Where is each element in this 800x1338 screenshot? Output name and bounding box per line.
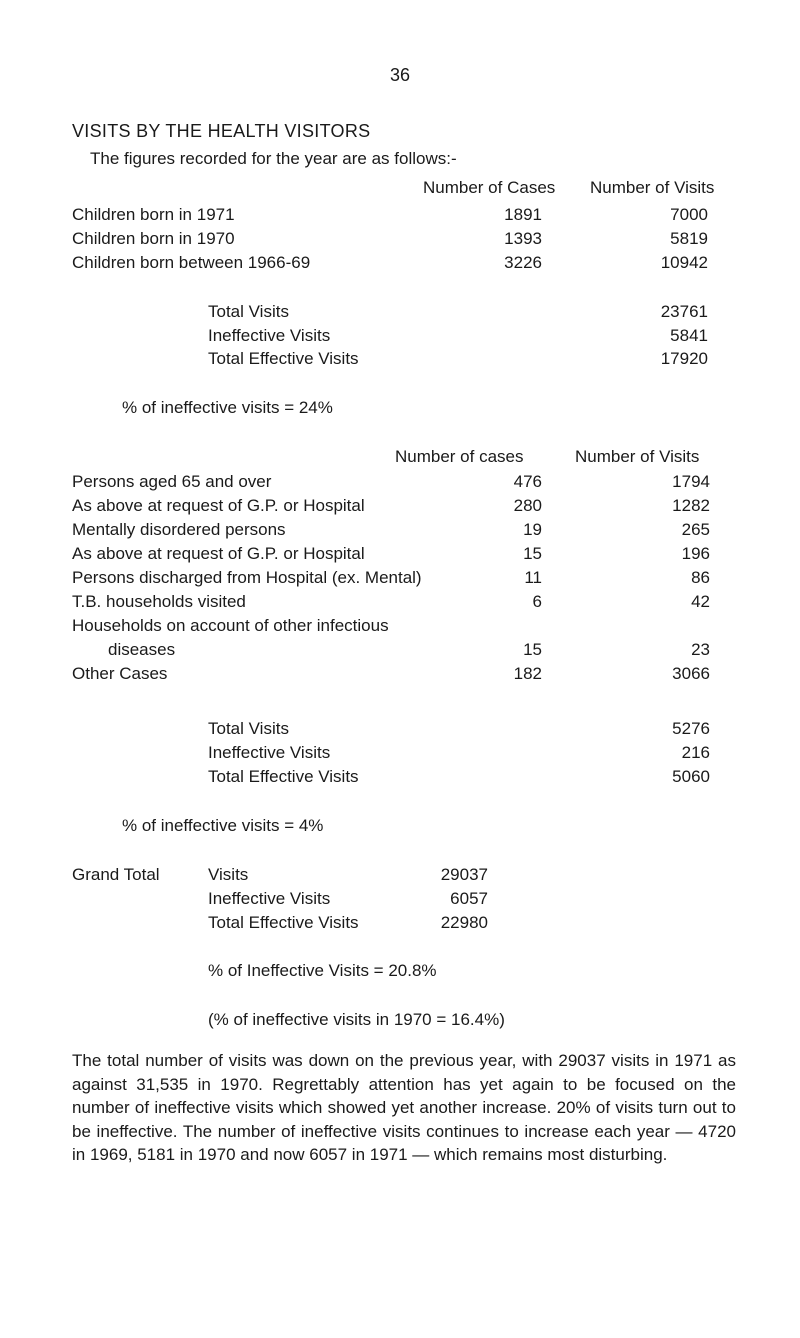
table2-row-label-continued: diseases <box>108 640 176 659</box>
table2-visits-header: Number of Visits <box>575 447 700 466</box>
table1-row-cases: 1393 <box>504 229 542 248</box>
table1-visits-header: Number of Visits <box>590 178 715 197</box>
table2-row-visits: 23 <box>691 640 710 659</box>
table2-row-cases: 15 <box>523 544 542 563</box>
table2-row-label: T.B. households visited <box>72 592 246 611</box>
table2-ineffective-label: Ineffective Visits <box>208 743 331 762</box>
table2-row-visits: 1282 <box>672 496 710 515</box>
grand-total-ineffective-label: Ineffective Visits <box>208 889 331 908</box>
grand-total-label: Grand Total <box>72 865 160 884</box>
table2-row-visits: 265 <box>681 520 710 539</box>
table2-row-cases: 6 <box>532 592 542 611</box>
table2-row-cases: 15 <box>523 640 542 659</box>
table1-row-label: Children born in 1970 <box>72 229 235 248</box>
table1-row-visits: 10942 <box>660 253 708 272</box>
table2-row-label: As above at request of G.P. or Hospital <box>72 544 365 563</box>
table1-cases-header: Number of Cases <box>423 178 556 197</box>
table1-row-visits: 5819 <box>670 229 708 248</box>
table2-row-label: Persons aged 65 and over <box>72 472 272 491</box>
table1-row-cases: 1891 <box>504 205 542 224</box>
grand-total-effective-label: Total Effective Visits <box>208 913 359 932</box>
table1-row-cases: 3226 <box>504 253 542 272</box>
table2-row-cases: 19 <box>523 520 542 539</box>
table2-row-visits: 196 <box>681 544 710 563</box>
table2-row-visits: 1794 <box>672 472 710 491</box>
page-heading: VISITS BY THE HEALTH VISITORS <box>72 121 371 141</box>
table2-row-visits: 86 <box>691 568 710 587</box>
table2-ineffective-value: 216 <box>681 743 710 762</box>
table2-row-label: As above at request of G.P. or Hospital <box>72 496 365 515</box>
table2-row-visits: 3066 <box>672 664 710 683</box>
grand-total-effective-value: 22980 <box>440 913 488 932</box>
table2-effective-value: 5060 <box>672 767 710 786</box>
table1-row-label: Children born between 1966-69 <box>72 253 311 272</box>
table2-row-visits: 42 <box>691 592 710 611</box>
table1-ineffective-label: Ineffective Visits <box>208 326 331 345</box>
table2-row-label: Other Cases <box>72 664 168 683</box>
table1-ineffective-value: 5841 <box>670 326 708 345</box>
table2-ineffective-percentage: % of ineffective visits = 4% <box>122 816 324 835</box>
table2-row-label: Households on account of other infectious <box>72 616 389 635</box>
grand-total-ineffective-value: 6057 <box>450 889 488 908</box>
table1-row-label: Children born in 1971 <box>72 205 235 224</box>
table2-row-cases: 182 <box>513 664 542 683</box>
table2-effective-label: Total Effective Visits <box>208 767 359 786</box>
table2-row-label: Mentally disordered persons <box>72 520 286 539</box>
table2-row-cases: 280 <box>513 496 542 515</box>
table2-row-label: Persons discharged from Hospital (ex. Mental) <box>72 568 422 587</box>
table2-row-cases: 11 <box>524 568 542 587</box>
table2-cases-header: Number of cases <box>395 447 524 466</box>
table1-effective-value: 17920 <box>660 349 708 368</box>
table1-ineffective-percentage: % of ineffective visits = 24% <box>122 398 333 417</box>
table2-total-label: Total Visits <box>208 719 289 738</box>
table2-total-value: 5276 <box>672 719 710 738</box>
grand-total-ineffective-percentage: % of Ineffective Visits = 20.8% <box>208 961 437 980</box>
closing-paragraph: The total number of visits was down on the previous year, with 29037 visits in 1971 as against 31,535 in 1970. Regrettably attention has yet again to be focused on the number of ineffective visits which showed yet another increase. 20% of visits turn out to be ineffective. The number of ineffective visits continues to increase each year — 4720 in 1969, 5181 in 1970 and now 6057 in 1971 — which remains most disturbing. <box>72 1051 736 1164</box>
grand-total-visits-label: Visits <box>208 865 249 884</box>
table2-row-cases: 476 <box>513 472 542 491</box>
table1-effective-label: Total Effective Visits <box>208 349 359 368</box>
page-number: 36 <box>389 65 411 85</box>
previous-year-percentage: (% of ineffective visits in 1970 = 16.4%) <box>208 1010 505 1029</box>
table1-total-label: Total Visits <box>208 302 289 321</box>
grand-total-visits-value: 29037 <box>440 865 488 884</box>
table1-row-visits: 7000 <box>670 205 708 224</box>
intro-text: The figures recorded for the year are as follows:- <box>90 149 457 168</box>
table1-total-value: 23761 <box>660 302 708 321</box>
